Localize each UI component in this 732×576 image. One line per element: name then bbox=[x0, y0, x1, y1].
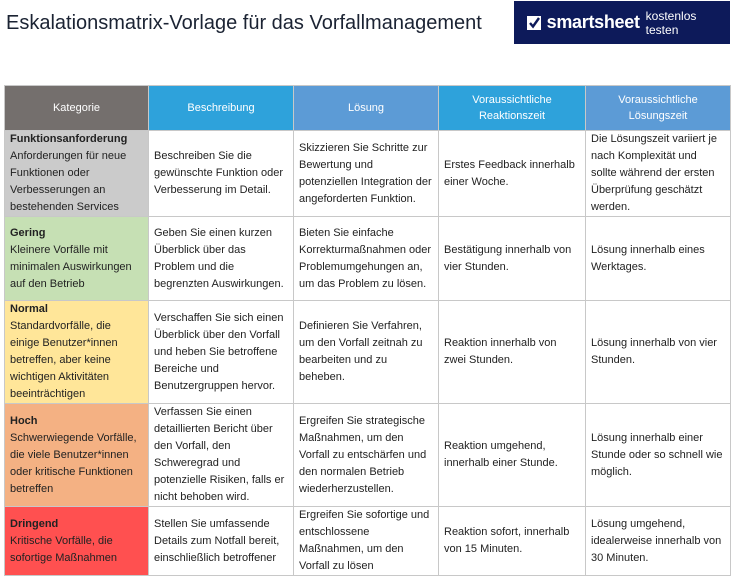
header-beschreibung: Beschreibung bbox=[149, 86, 294, 131]
reaktionszeit-cell: Bestätigung innerhalb von vier Stunden. bbox=[439, 217, 586, 301]
escalation-matrix-table bbox=[4, 85, 731, 576]
header-row bbox=[5, 86, 731, 131]
category-description: Standardvorfälle, die einige Benutzer*innen betreffen, aber keine wichtigen Aktivitäten beeinträchtigen bbox=[10, 320, 118, 400]
table-row bbox=[5, 404, 731, 507]
category-cell bbox=[5, 131, 149, 217]
reaktionszeit-cell: Reaktion innerhalb von zwei Stunden. bbox=[439, 301, 586, 404]
header-kategorie: Kategorie bbox=[5, 86, 149, 131]
header-loesung: Lösung bbox=[294, 86, 439, 131]
loesungszeit-cell: Lösung innerhalb von vier Stunden. bbox=[586, 301, 731, 404]
category-description: Kleinere Vorfälle mit minimalen Auswirkungen auf den Betrieb bbox=[10, 243, 132, 290]
beschreibung-cell: Stellen Sie umfassende Details zum Notfall bereit, einschließlich betroffener bbox=[149, 507, 294, 576]
category-description: Kritische Vorfälle, die sofortige Maßnahmen bbox=[10, 534, 117, 564]
table-row bbox=[5, 217, 731, 301]
reaktionszeit-cell: Reaktion sofort, innerhalb von 15 Minuten. bbox=[439, 507, 586, 576]
beschreibung-cell: Beschreiben Sie die gewünschte Funktion oder Verbesserung im Detail. bbox=[149, 131, 294, 217]
smartsheet-trial-banner[interactable] bbox=[514, 1, 730, 44]
category-cell bbox=[5, 217, 149, 301]
beschreibung-cell: Geben Sie einen kurzen Überblick über das Problem und die begrenzten Auswirkungen. bbox=[149, 217, 294, 301]
category-description: Schwerwiegende Vorfälle, die viele Benutzer*innen oder kritische Funktionen betreffen bbox=[10, 431, 137, 495]
table-row bbox=[5, 507, 731, 576]
category-cell bbox=[5, 507, 149, 576]
loesungszeit-cell: Lösung innerhalb einer Stunde oder so schnell wie möglich. bbox=[586, 404, 731, 507]
loesungszeit-cell: Lösung innerhalb eines Werktages. bbox=[586, 217, 731, 301]
header-loesungszeit: Voraussichtliche Lösungszeit bbox=[586, 86, 731, 131]
reaktionszeit-cell: Reaktion umgehend, innerhalb einer Stunde. bbox=[439, 404, 586, 507]
loesungszeit-cell: Die Lösungszeit variiert je nach Komplexität und sollte während der ersten Überprüfung geschätzt werden. bbox=[586, 131, 731, 217]
beschreibung-cell: Verschaffen Sie sich einen Überblick über den Vorfall und heben Sie betroffene Bereiche und Benutzergruppen hervor. bbox=[149, 301, 294, 404]
category-name: Normal bbox=[10, 303, 48, 315]
header-reaktionszeit: Voraussichtliche Reaktionszeit bbox=[439, 86, 586, 131]
trial-cta-text: kostenlos testen bbox=[645, 8, 697, 37]
category-cell bbox=[5, 301, 149, 404]
table-row bbox=[5, 131, 731, 217]
category-name: Dringend bbox=[10, 517, 59, 530]
checkbox-icon bbox=[527, 16, 541, 30]
table-row bbox=[5, 301, 731, 404]
loesung-cell: Ergreifen Sie strategische Maßnahmen, um den Vorfall zu entschärfen und den normalen Betrieb wiederherzustellen. bbox=[294, 404, 439, 507]
reaktionszeit-cell: Erstes Feedback innerhalb einer Woche. bbox=[439, 131, 586, 217]
loesung-cell: Bieten Sie einfache Korrekturmaßnahmen oder Problemumgehungen an, um das Problem zu lösen. bbox=[294, 217, 439, 301]
loesung-cell: Skizzieren Sie Schritte zur Bewertung und potenziellen Integration der angeforderten Funktion. bbox=[294, 131, 439, 217]
category-name: Funktionsanforderung bbox=[10, 133, 128, 145]
beschreibung-cell: Verfassen Sie einen detaillierten Bericht über den Vorfall, den Schweregrad und potenzielle Risiken, falls er nicht behoben wird. bbox=[149, 404, 294, 507]
page-title: Eskalationsmatrix-Vorlage für das Vorfallmanagement bbox=[6, 12, 482, 34]
loesungszeit-cell: Lösung umgehend, idealerweise innerhalb von 30 Minuten. bbox=[586, 507, 731, 576]
loesung-cell: Definieren Sie Verfahren, um den Vorfall zeitnah zu bearbeiten und zu beheben. bbox=[294, 301, 439, 404]
category-name: Gering bbox=[10, 226, 46, 239]
brand-name: smartsheet bbox=[546, 12, 640, 32]
category-cell bbox=[5, 404, 149, 507]
category-description: Anforderungen für neue Funktionen oder Verbesserungen an bestehenden Services bbox=[10, 150, 127, 213]
category-name: Hoch bbox=[10, 414, 38, 427]
loesung-cell: Ergreifen Sie sofortige und entschlossene Maßnahmen, um den Vorfall zu lösen bbox=[294, 507, 439, 576]
